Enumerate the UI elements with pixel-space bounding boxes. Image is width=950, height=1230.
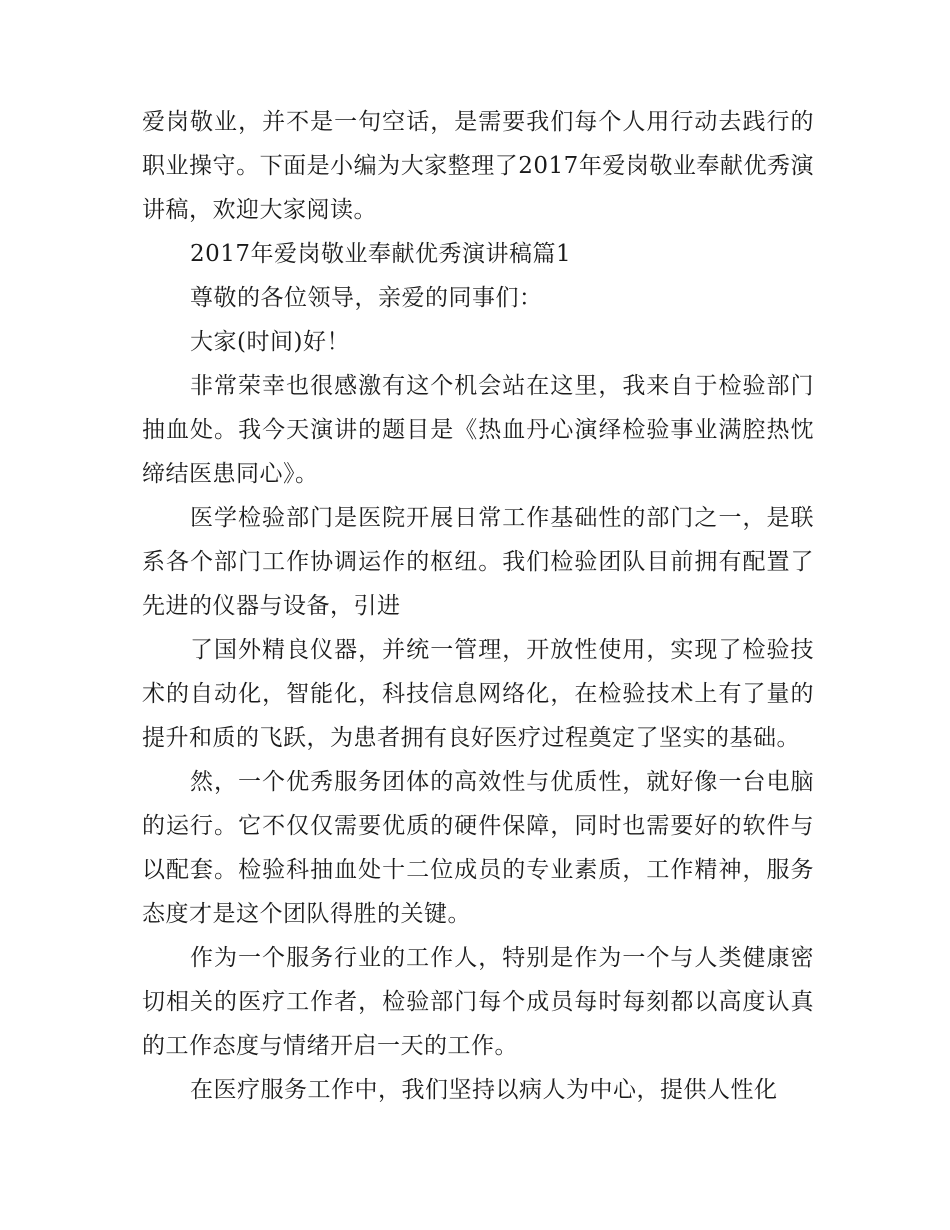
paragraph-body: 然，一个优秀服务团体的高效性与优质性，就好像一台电脑的运行。它不仅仅需要优质的硬件保障，同时也需要好的软件与以配套。检验科抽血处十二位成员的专业素质，工作精神，服务态度才是这个团队得胜的关键。 — [142, 769, 814, 927]
paragraph-greeting: 大家(时间)好！ — [190, 329, 350, 355]
paragraph-intro: 爱岗敬业，并不是一句空话，是需要我们每个人用行动去践行的职业操守。下面是小编为大家整理了2017年爱岗敬业奉献优秀演讲稿，欢迎大家阅读。 — [142, 109, 814, 223]
paragraph-body: 作为一个服务行业的工作人，特别是作为一个与人类健康密切相关的医疗工作者，检验部门每个成员每时每刻都以高度认真的工作态度与情绪开启一天的工作。 — [142, 945, 814, 1059]
paragraph-body: 了国外精良仪器，并统一管理，开放性使用，实现了检验技术的自动化，智能化，科技信息网络化，在检验技术上有了量的提升和质的飞跃，为患者拥有良好医疗过程奠定了坚实的基础。 — [142, 637, 814, 751]
paragraph-heading: 2017年爱岗敬业奉献优秀演讲稿篇1 — [190, 241, 572, 267]
paragraph-salutation: 尊敬的各位领导，亲爱的同事们： — [190, 285, 543, 311]
paragraph-body: 在医疗服务工作中，我们坚持以病人为中心，提供人性化 — [190, 1077, 778, 1103]
document-body — [142, 100, 814, 1112]
paragraph-body: 医学检验部门是医院开展日常工作基础性的部门之一，是联系各个部门工作协调运作的枢纽。我们检验团队目前拥有配置了先进的仪器与设备，引进 — [142, 505, 814, 619]
paragraph-body: 非常荣幸也很感激有这个机会站在这里，我来自于检验部门抽血处。我今天演讲的题目是《热血丹心演绎检验事业满腔热忱缔结医患同心》。 — [142, 373, 814, 487]
